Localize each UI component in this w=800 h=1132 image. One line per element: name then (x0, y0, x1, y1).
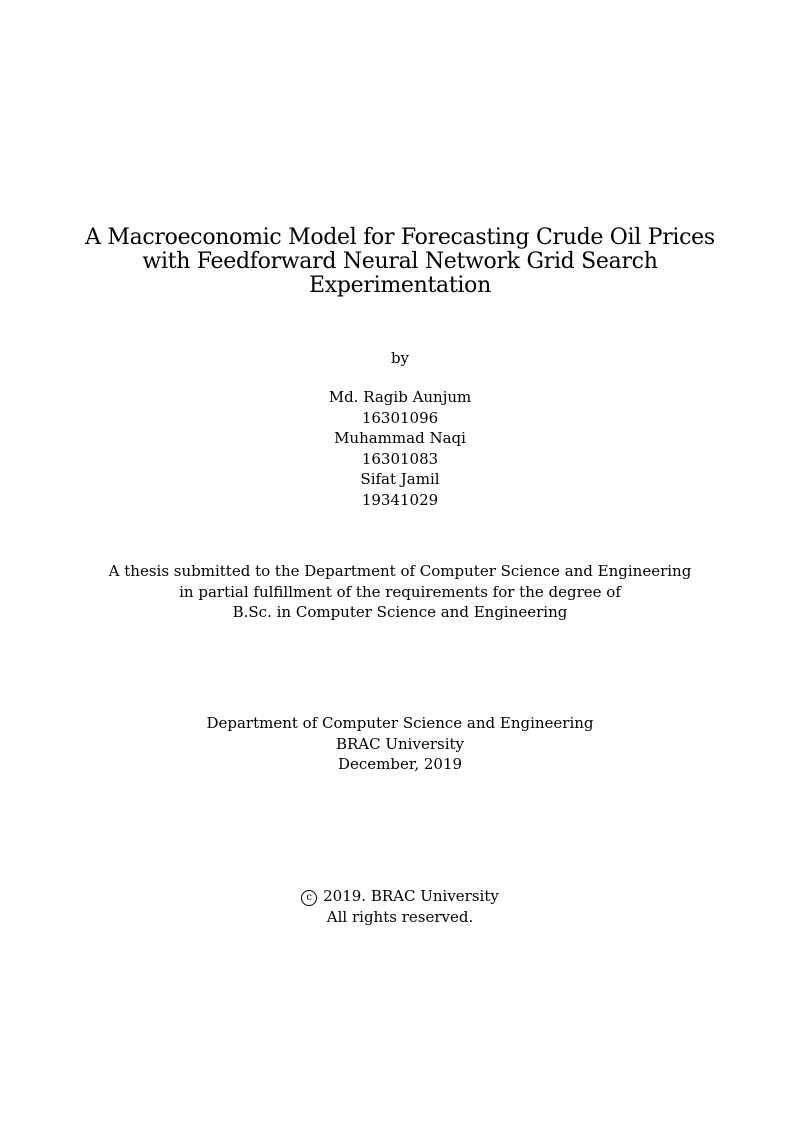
author-list (0, 387, 800, 511)
copyright-icon: c (301, 890, 317, 906)
title-line: A Macroeconomic Model for Forecasting Crude Oil Prices (85, 225, 715, 250)
submission-line: B.Sc. in Computer Science and Engineering (232, 603, 568, 622)
author-id: 19341029 (361, 490, 439, 509)
department-name: Department of Computer Science and Engineering (206, 714, 594, 732)
author-name: Md. Ragib Aunjum (328, 388, 472, 406)
author-name: Muhammad Naqi (334, 429, 466, 448)
title-line: Experimentation (309, 273, 491, 298)
submission-statement (0, 561, 800, 623)
university-name: BRAC University (335, 734, 464, 753)
institution-block (0, 713, 800, 775)
submission-line: A thesis submitted to the Department of Computer Science and Engineering (108, 562, 692, 580)
copyright-text: 2019. BRAC University (323, 887, 499, 905)
by-label: by (390, 349, 410, 367)
copyright-notice (0, 886, 800, 907)
thesis-title (0, 226, 800, 298)
author-name: Sifat Jamil (360, 470, 440, 489)
copyright-block (0, 886, 800, 927)
title-line: with Feedforward Neural Network Grid Search (142, 249, 658, 274)
submission-line: in partial fulfillment of the requirements for the degree of (179, 582, 621, 601)
author-id: 16301096 (361, 408, 439, 427)
rights-reserved: All rights reserved. (326, 907, 474, 926)
author-id: 16301083 (361, 449, 439, 468)
submission-date: December, 2019 (337, 755, 463, 774)
